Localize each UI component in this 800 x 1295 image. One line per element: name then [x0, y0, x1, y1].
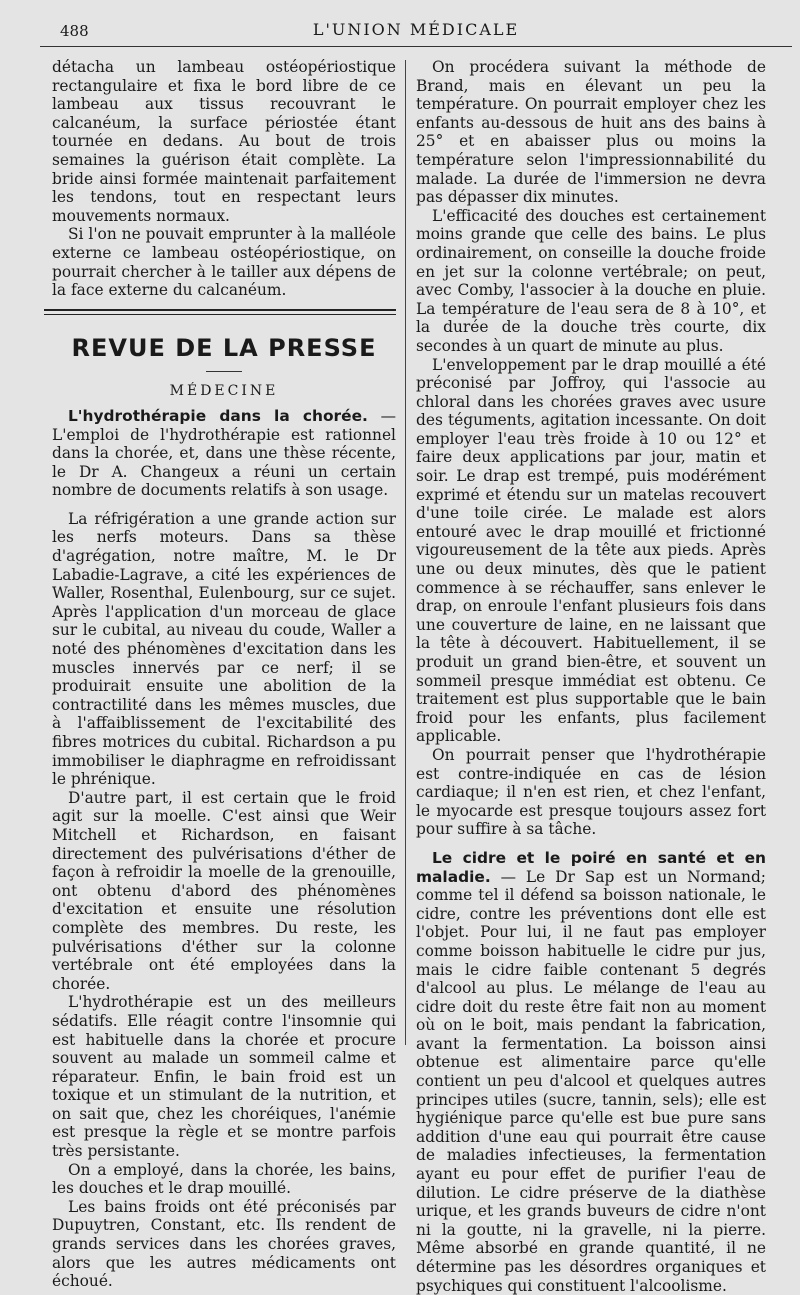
header-rule [40, 46, 792, 47]
article-title-hydrotherapie: L'hydrothérapie dans la chorée. [68, 406, 368, 425]
left-paragraph-4: On a employé, dans la chorée, les bains, les douches et le drap mouillé. [52, 1160, 396, 1198]
running-header [40, 16, 792, 46]
journal-title: L'UNION MÉDICALE [312, 20, 520, 39]
article-cidre [416, 849, 766, 1295]
right-paragraph-3: L'enveloppement par le drap mouillé a été préconisé par Joffroy, qui l'associe au chloral dans les chorées graves avec usure des téguments, agitation incessante. On doit employer l'eau très froide à 10 ou 12° et faire deux applications par jour, matin et soir. Le drap est trempé, puis modérément exprimé et étendu sur un matelas recouvert d'une toile cirée. Le malade est alors entouré avec le drap mouillé et frictionné vigoureusement de la tête aux pieds. Après une ou deux minutes, dès que le patient commence à se réchauffer, sans enlever le drap, on enroule l'enfant plusieurs fois dans une couverture de laine, en ne laissant que la tête à découvert. Habituellement, il se produit un grand bien-être, et souvent un sommeil presque immédiat est obtenu. Ce traitement est plus supportable que le bain froid pour les enfants, plus facilement applicable. [416, 355, 766, 746]
right-paragraph-4: On pourrait penser que l'hydrothérapie est contre-indiquée en cas de lésion cardiaque; il n'en est rien, et chez l'enfant, le myocarde est presque toujours assez fort pour suffire à sa tâche. [416, 745, 766, 839]
article-cidre-body: — Le Dr Sap est un Normand; comme tel il défend sa boisson nationale, le cidre, contre les préventions dont elle est l'objet. Pour lui, il ne faut pas employer comme boisson habituelle le cidre pur jus, mais le cidre faible contenant 5 degrés d'alcool au plus. Le mélange de l'eau au cidre doit du reste être fait non au moment où on le boit, mais pendant la fabrication, avant la fermentation. La boisson ainsi obtenue est alimentaire parce qu'elle contient un peu d'alcool et quelques autres principes utiles (sucre, tannin, sels); elle est hygiénique parce qu'elle est bue pure sans addition d'une eau qui pourrait être cause de maladies infectieuses, la fermentation ayant eu pour effet de purifier l'eau de dilution. Le cidre préserve de la diathèse urique, et les grands buveurs de cidre n'ont ni la goutte, ni la gravelle, ni la pierre. Même absorbé en grande quantité, il ne détermine pas les désordres organiques et psychiques qui constituent l'alcoolisme. [416, 867, 766, 1295]
intro-paragraph-2: Si l'on ne pouvait emprunter à la malléole externe ce lambeau ostéopériostique, on pourrait chercher à le tailler aux dépens de la face externe du calcanéum. [52, 225, 396, 300]
left-paragraph-3: L'hydrothérapie est un des meilleurs sédatifs. Elle réagit contre l'insomnie qui est habituelle dans la chorée et procure souvent au malade un sommeil calme et réparateur. Enfin, le bain froid est un toxique et un stimulant de la nutrition, et on sait que, chez les choréiques, l'anémie est presque la règle et se montre parfois très persistante. [52, 993, 396, 1161]
article-title-cidre: Le cidre et le poiré en santé et en maladie. [416, 848, 766, 886]
left-paragraph-5: Les bains froids ont été préconisés par Dupuytren, Constant, etc. Ils rendent de grands services dans les chorées graves, alors que les autres médicaments ont échoué. [52, 1197, 396, 1291]
right-column [416, 58, 766, 1295]
column-divider [405, 60, 406, 1045]
article-lead-text: — L'emploi de l'hydrothérapie est rationnel dans la chorée, et, dans une thèse récente, le Dr A. Changeux a réuni un certain nombre de documents relatifs à son usage. [52, 406, 396, 500]
right-paragraph-1: On procédera suivant la méthode de Brand, mais en élevant un peu la température. On pourrait employer chez les enfants au-dessous de huit ans des bains à 25° et en abaisser plus ou moins la température selon l'impressionnabilité du malade. La durée de l'immersion ne devra pas dépasser dix minutes. [416, 58, 766, 207]
left-paragraph-1: La réfrigération a une grande action sur les nerfs moteurs. Dans sa thèse d'agrégation, notre maître, M. le Dr Labadie-Lagrave, a cité les expériences de Waller, Rosenthal, Eulenbourg, sur ce sujet. Après l'application d'un morceau de glace sur le cubital, au niveau du coude, Waller a noté des phénomènes d'excitation dans les muscles innervés par ce nerf; il se produirait ensuite une abolition de la contractilité dans les mêmes muscles, due à l'affaiblissement de l'excitabilité des fibres motrices du cubital. Richardson a pu immobiliser le diaphragme en refroidissant le phrénique. [52, 509, 396, 789]
paragraph-gap [52, 500, 396, 510]
left-paragraph-2: D'autre part, il est certain que le froid agit sur la moelle. C'est ainsi que Weir Mitchell et Richardson, en faisant directement des pulvérisations d'éther de façon à refroidir la moelle de la grenouille, ont obtenu d'abord des phénomènes d'excitation et ensuite une résolution complète des membres. Du reste, les pulvérisations d'éther sur la colonne vertébrale ont été employées dans la chorée. [52, 788, 396, 993]
subsection-heading: MÉDECINE [169, 383, 279, 400]
left-column [52, 58, 396, 1291]
intro-paragraph-1: détacha un lambeau ostéopériostique rectangulaire et fixa le bord libre de ce lambeau aux tissus recouvrant le calcanéum, la surface périostée étant tournée en dedans. Au bout de trois semaines la guérison était complète. La bride ainsi formée maintenait parfaitement les tendons, tout en respectant leurs mouvements normaux. [52, 58, 396, 225]
section-heading: REVUE DE LA PRESSE [71, 333, 377, 362]
right-paragraph-2: L'efficacité des douches est certainement moins grande que celle des bains. Le plus ordinairement, on conseille la douche froide en jet sur la colonne vertébrale; on peut, avec Comby, l'associer à la douche en pluie. La température de l'eau sera de 8 à 10°, et la durée de la douche très courte, dix secondes à un quart de minute au plus. [416, 206, 766, 355]
heading-rule [206, 371, 242, 372]
section-double-rule [44, 309, 396, 315]
page-number: 488 [60, 22, 89, 40]
paragraph-gap [416, 839, 766, 849]
article-hydrotherapie-lead [52, 407, 396, 500]
